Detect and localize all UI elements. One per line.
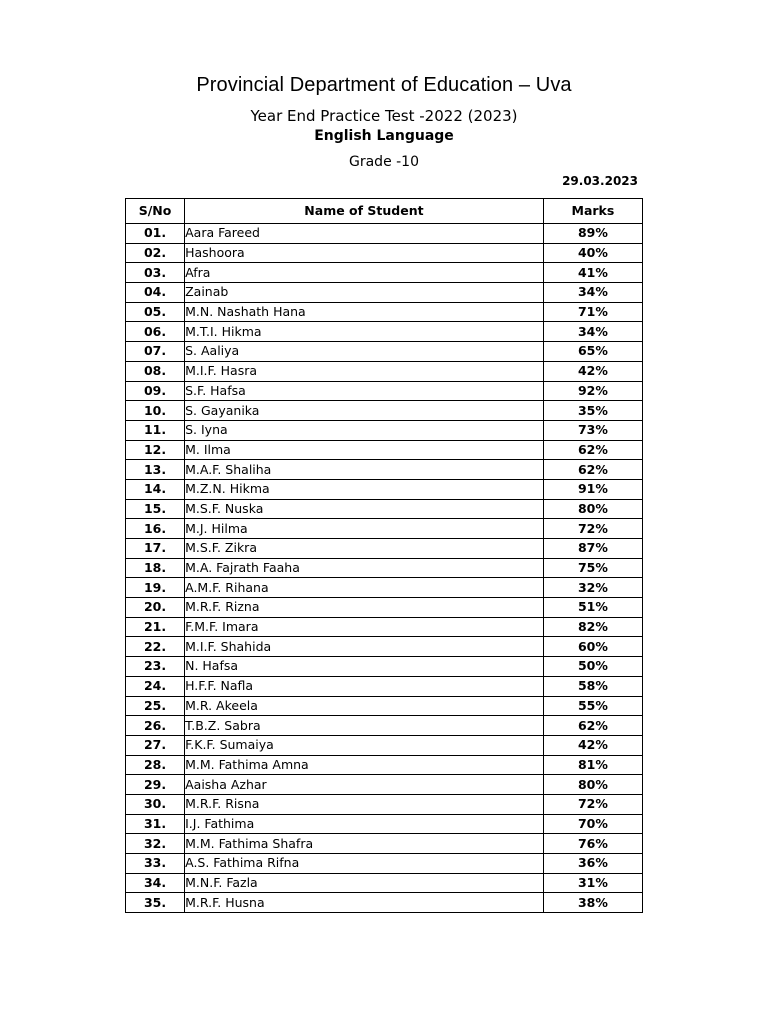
serial-number-cell: 01.: [126, 224, 185, 244]
serial-number-cell: 09.: [126, 381, 185, 401]
student-name-cell: M.T.I. Hikma: [185, 322, 544, 342]
marks-cell: 42%: [543, 361, 642, 381]
serial-number-cell: 11.: [126, 420, 185, 440]
serial-number-cell: 22.: [126, 637, 185, 657]
marks-cell: 80%: [543, 499, 642, 519]
table-row: [126, 598, 643, 618]
serial-number-cell: 25.: [126, 696, 185, 716]
serial-number-cell: 12.: [126, 440, 185, 460]
column-header-name: Name of Student: [185, 199, 544, 224]
student-name-cell: S.F. Hafsa: [185, 381, 544, 401]
table-row: [126, 479, 643, 499]
serial-number-cell: 08.: [126, 361, 185, 381]
marks-cell: 40%: [543, 243, 642, 263]
marks-cell: 72%: [543, 794, 642, 814]
serial-number-cell: 14.: [126, 479, 185, 499]
student-name-cell: M.I.F. Shahida: [185, 637, 544, 657]
student-name-cell: Hashoora: [185, 243, 544, 263]
serial-number-cell: 10.: [126, 401, 185, 421]
student-name-cell: M.R.F. Risna: [185, 794, 544, 814]
marks-cell: 31%: [543, 873, 642, 893]
student-name-cell: A.M.F. Rihana: [185, 578, 544, 598]
student-name-cell: S. Gayanika: [185, 401, 544, 421]
student-name-cell: M.R.F. Husna: [185, 893, 544, 913]
marks-cell: 60%: [543, 637, 642, 657]
table-row: [126, 539, 643, 559]
table-row: [126, 657, 643, 677]
marks-cell: 75%: [543, 558, 642, 578]
student-name-cell: F.M.F. Imara: [185, 617, 544, 637]
document-date: 29.03.2023: [562, 174, 638, 188]
serial-number-cell: 27.: [126, 735, 185, 755]
serial-number-cell: 02.: [126, 243, 185, 263]
student-name-cell: M.S.F. Nuska: [185, 499, 544, 519]
student-name-cell: M.R.F. Rizna: [185, 598, 544, 618]
table-row: [126, 617, 643, 637]
column-header-sno: S/No: [126, 199, 185, 224]
marks-cell: 51%: [543, 598, 642, 618]
serial-number-cell: 34.: [126, 873, 185, 893]
table-row: [126, 854, 643, 874]
marks-cell: 50%: [543, 657, 642, 677]
table-row: [126, 263, 643, 283]
table-row: [126, 735, 643, 755]
serial-number-cell: 17.: [126, 539, 185, 559]
table-row: [126, 578, 643, 598]
student-name-cell: N. Hafsa: [185, 657, 544, 677]
student-name-cell: Afra: [185, 263, 544, 283]
table-row: [126, 893, 643, 913]
page-title: Provincial Department of Education – Uva: [196, 74, 572, 96]
student-name-cell: M.I.F. Hasra: [185, 361, 544, 381]
student-name-cell: S. Aaliya: [185, 342, 544, 362]
table-row: [126, 775, 643, 795]
column-header-marks: Marks: [543, 199, 642, 224]
marks-cell: 87%: [543, 539, 642, 559]
marks-cell: 70%: [543, 814, 642, 834]
student-name-cell: M.J. Hilma: [185, 519, 544, 539]
marks-cell: 58%: [543, 676, 642, 696]
serial-number-cell: 30.: [126, 794, 185, 814]
results-table: [125, 198, 643, 913]
serial-number-cell: 35.: [126, 893, 185, 913]
table-row: [126, 420, 643, 440]
marks-cell: 92%: [543, 381, 642, 401]
student-name-cell: M.S.F. Zikra: [185, 539, 544, 559]
table-header-row: [126, 199, 643, 224]
table-row: [126, 381, 643, 401]
student-name-cell: M.R. Akeela: [185, 696, 544, 716]
table-row: [126, 224, 643, 244]
table-row: [126, 834, 643, 854]
marks-cell: 91%: [543, 479, 642, 499]
student-name-cell: M. Ilma: [185, 440, 544, 460]
serial-number-cell: 19.: [126, 578, 185, 598]
table-row: [126, 499, 643, 519]
test-name: Year End Practice Test -2022 (2023): [250, 107, 518, 125]
marks-cell: 62%: [543, 716, 642, 736]
table-row: [126, 283, 643, 303]
table-row: [126, 873, 643, 893]
table-row: [126, 342, 643, 362]
marks-cell: 36%: [543, 854, 642, 874]
student-name-cell: M.M. Fathima Shafra: [185, 834, 544, 854]
student-name-cell: M.A. Fajrath Faaha: [185, 558, 544, 578]
marks-cell: 62%: [543, 440, 642, 460]
table-row: [126, 322, 643, 342]
marks-cell: 34%: [543, 283, 642, 303]
student-name-cell: I.J. Fathima: [185, 814, 544, 834]
marks-cell: 35%: [543, 401, 642, 421]
student-name-cell: Aaisha Azhar: [185, 775, 544, 795]
table-row: [126, 696, 643, 716]
student-name-cell: A.S. Fathima Rifna: [185, 854, 544, 874]
table-row: [126, 794, 643, 814]
marks-cell: 38%: [543, 893, 642, 913]
marks-cell: 73%: [543, 420, 642, 440]
marks-cell: 82%: [543, 617, 642, 637]
table-row: [126, 361, 643, 381]
table-row: [126, 814, 643, 834]
marks-cell: 55%: [543, 696, 642, 716]
student-name-cell: Zainab: [185, 283, 544, 303]
marks-cell: 42%: [543, 735, 642, 755]
marks-cell: 89%: [543, 224, 642, 244]
serial-number-cell: 13.: [126, 460, 185, 480]
serial-number-cell: 29.: [126, 775, 185, 795]
serial-number-cell: 32.: [126, 834, 185, 854]
marks-cell: 80%: [543, 775, 642, 795]
table-row: [126, 243, 643, 263]
table-row: [126, 401, 643, 421]
serial-number-cell: 33.: [126, 854, 185, 874]
marks-cell: 81%: [543, 755, 642, 775]
table-row: [126, 460, 643, 480]
serial-number-cell: 18.: [126, 558, 185, 578]
serial-number-cell: 16.: [126, 519, 185, 539]
table-row: [126, 755, 643, 775]
serial-number-cell: 31.: [126, 814, 185, 834]
table-row: [126, 676, 643, 696]
student-name-cell: F.K.F. Sumaiya: [185, 735, 544, 755]
marks-cell: 62%: [543, 460, 642, 480]
marks-cell: 32%: [543, 578, 642, 598]
marks-cell: 72%: [543, 519, 642, 539]
table-row: [126, 637, 643, 657]
marks-cell: 65%: [543, 342, 642, 362]
student-name-cell: M.N. Nashath Hana: [185, 302, 544, 322]
student-name-cell: M.N.F. Fazla: [185, 873, 544, 893]
serial-number-cell: 20.: [126, 598, 185, 618]
student-name-cell: H.F.F. Nafla: [185, 676, 544, 696]
serial-number-cell: 15.: [126, 499, 185, 519]
results-table-body: [126, 224, 643, 913]
serial-number-cell: 24.: [126, 676, 185, 696]
marks-cell: 71%: [543, 302, 642, 322]
table-row: [126, 440, 643, 460]
serial-number-cell: 06.: [126, 322, 185, 342]
serial-number-cell: 21.: [126, 617, 185, 637]
marks-cell: 34%: [543, 322, 642, 342]
student-name-cell: M.Z.N. Hikma: [185, 479, 544, 499]
serial-number-cell: 28.: [126, 755, 185, 775]
marks-cell: 76%: [543, 834, 642, 854]
serial-number-cell: 04.: [126, 283, 185, 303]
subject-name: English Language: [314, 128, 454, 144]
serial-number-cell: 05.: [126, 302, 185, 322]
serial-number-cell: 07.: [126, 342, 185, 362]
table-row: [126, 519, 643, 539]
table-row: [126, 302, 643, 322]
student-name-cell: T.B.Z. Sabra: [185, 716, 544, 736]
serial-number-cell: 23.: [126, 657, 185, 677]
serial-number-cell: 26.: [126, 716, 185, 736]
grade-label: Grade -10: [349, 154, 419, 170]
student-name-cell: M.A.F. Shaliha: [185, 460, 544, 480]
student-name-cell: S. Iyna: [185, 420, 544, 440]
student-name-cell: M.M. Fathima Amna: [185, 755, 544, 775]
student-name-cell: Aara Fareed: [185, 224, 544, 244]
table-row: [126, 558, 643, 578]
marks-cell: 41%: [543, 263, 642, 283]
serial-number-cell: 03.: [126, 263, 185, 283]
table-row: [126, 716, 643, 736]
